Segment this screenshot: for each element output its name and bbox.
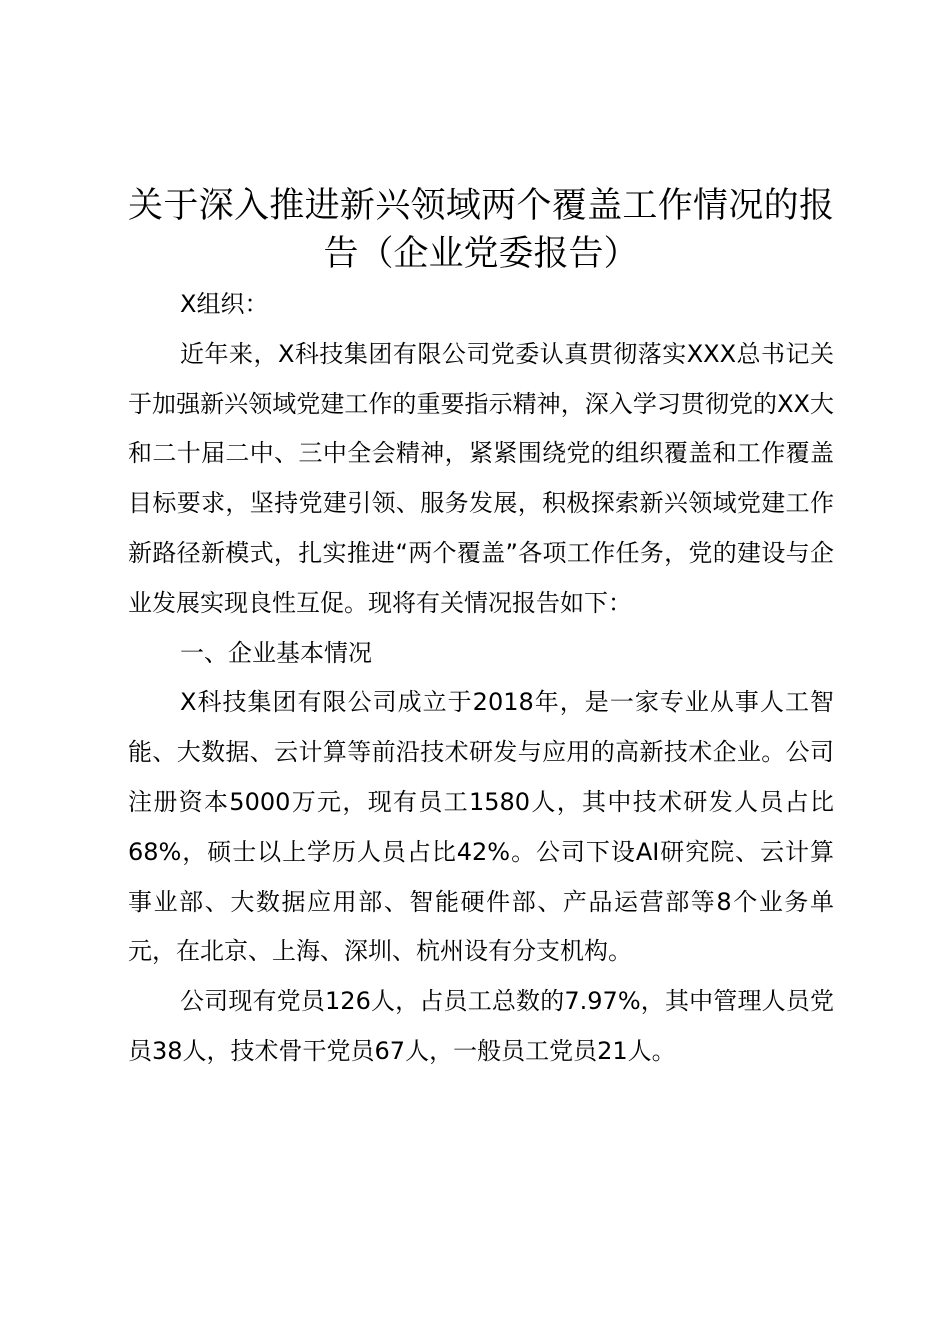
document-body <box>128 280 834 1077</box>
salutation: X组织： <box>180 290 269 318</box>
paragraph-company-overview: X科技集团有限公司成立于2018年，是一家专业从事人工智能、大数据、云计算等前沿技术研发与应用的高新技术企业。公司注册资本5000万元，现有员工1580人，其中技术研发人员占比68%，硕士以上学历人员占比42%。公司下设AI研究院、云计算事业部、大数据应用部、智能硬件部、产品运营部等8个业务单元，在北京、上海、深圳、杭州设有分支机构。 <box>128 688 834 966</box>
document-title: 关于深入推进新兴领域两个覆盖工作情况的报告（企业党委报告） <box>128 186 834 274</box>
section-heading: 一、企业基本情况 <box>180 638 372 667</box>
paragraph-intro: 近年来，X科技集团有限公司党委认真贯彻落实XXX总书记关于加强新兴领域党建工作的重要指示精神，深入学习贯彻党的XX大和二十届二中、三中全会精神，紧紧围绕党的组织覆盖和工作覆盖目标要求，坚持党建引领、服务发展，积极探索新兴领域党建工作新路径新模式，扎实推进“两个覆盖”各项工作任务，党的建设与企业发展实现良性互促。现将有关情况报告如下： <box>128 339 834 617</box>
paragraph-party-members: 公司现有党员126人，占员工总数的7.97%，其中管理人员党员38人，技术骨干党员67人，一般员工党员21人。 <box>128 987 834 1065</box>
